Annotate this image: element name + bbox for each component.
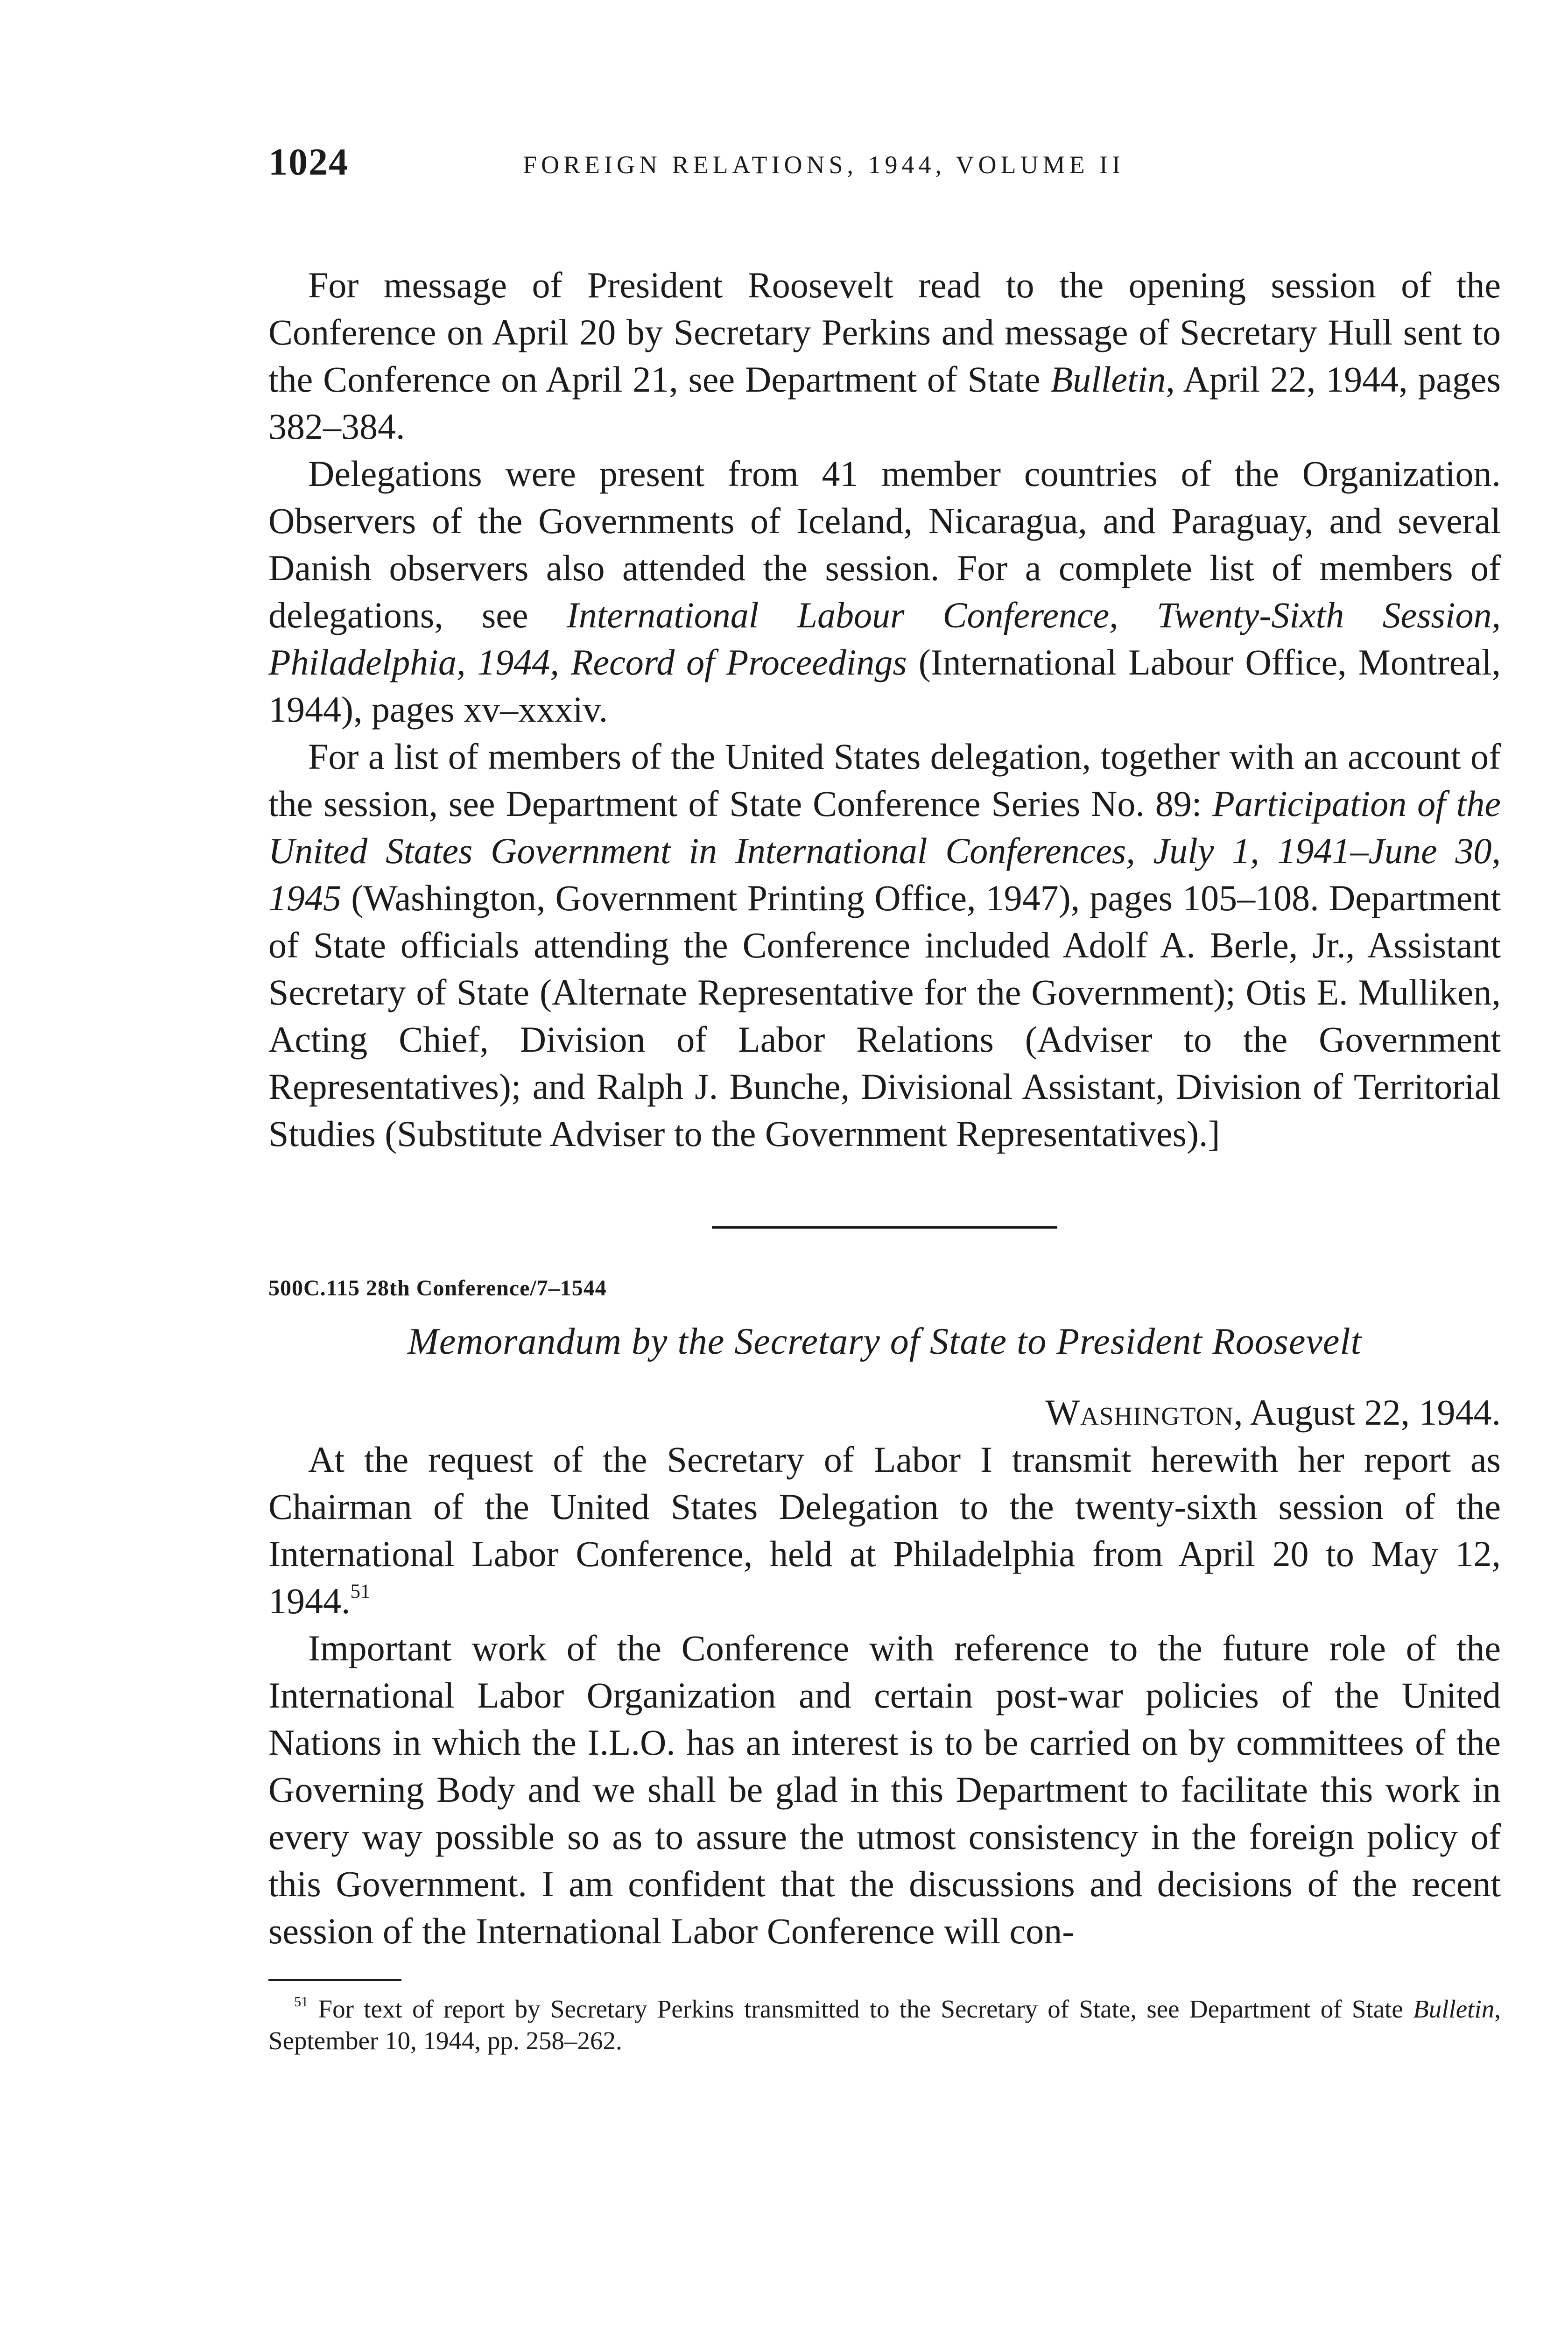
footnote-marker: 51 bbox=[294, 1994, 309, 2010]
page-header bbox=[268, 140, 1501, 196]
intro-paragraph-3 bbox=[268, 733, 1501, 1157]
text-run: For message of President Roosevelt read to the opening session of the Conference on April 20 by Secretary Perkins and message of Secretary Hull sent to the Conference on April 21, see Department of State bbox=[268, 265, 1501, 400]
footnote bbox=[268, 1993, 1501, 2057]
running-head: FOREIGN RELATIONS, 1944, VOLUME II bbox=[523, 151, 1125, 179]
dateline bbox=[268, 1389, 1501, 1436]
text-run: Delegations were present from 41 member countries of the Organization. Observers of the Governments of Iceland, Nicaragua, and Paraguay, and several Danish observers also attended the session. For a complete list of members of delegations, see bbox=[268, 453, 1501, 635]
text-run: , April 22, 1944, pages 382–384. bbox=[268, 359, 1501, 447]
memo-paragraph-1 bbox=[268, 1436, 1501, 1624]
text-run: For a list of members of the United States delegation, together with an account of the session, see Department of State Conference Series No. 89: bbox=[268, 736, 1501, 824]
dateline-date: , August 22, 1944. bbox=[1233, 1392, 1501, 1433]
text-run: (International Labour Office, Montreal, 1944), pages xv–xxxiv. bbox=[268, 642, 1501, 730]
footnote-reference: 51 bbox=[350, 1580, 371, 1603]
file-reference: 500C.115 28th Conference/7–1544 bbox=[268, 1276, 607, 1301]
italic-title: Bulletin bbox=[1413, 1995, 1495, 2023]
italic-title: International Labour Conference, Twenty-Sixth Session, Philadelphia, 1944, Record of Proceedings bbox=[268, 595, 1501, 682]
text-run: At the request of the Secretary of Labor I transmit herewith her report as Chairman of the United States Delegation to the twenty-sixth session of the International Labor Conference, held at Philadelphia from April 20 to May 12, 1944. bbox=[268, 1439, 1501, 1621]
dateline-place: Washington bbox=[1045, 1392, 1234, 1433]
italic-title: Participation of the United States Government in International Conferences, July 1, 1941–June 30, 1945 bbox=[268, 783, 1501, 918]
intro-paragraph-2 bbox=[268, 450, 1501, 733]
page-body bbox=[268, 261, 1501, 2082]
italic-title: Bulletin bbox=[1050, 359, 1166, 400]
document-title: Memorandum by the Secretary of State to President Roosevelt bbox=[408, 1321, 1362, 1362]
memo-paragraph-2: Important work of the Conference with reference to the future role of the International Labor Organization and certain post-war policies of the United Nations in which the I.L.O. has an interest is to be carried on by committees of the Governing Body and we shall be glad in this Department to facilitate this work in every way possible so as to assure the utmost consistency in the foreign policy of this Government. I am confident that the discussions and decisions of the recent session of the International Labor Conference will con- bbox=[268, 1628, 1501, 1951]
page-number: 1024 bbox=[268, 141, 349, 183]
section-divider bbox=[712, 1226, 1057, 1229]
text-run: For text of report by Secretary Perkins transmitted to the Secretary of State, see Department of State bbox=[308, 1995, 1413, 2023]
intro-paragraph-1 bbox=[268, 261, 1501, 450]
footnote-divider bbox=[268, 1979, 401, 1981]
text-run: (Washington, Government Printing Office, 1947), pages 105–108. Department of State officials attending the Conference included Adolf A. Berle, Jr., Assistant Secretary of State (Alternate Representative for the Government); Otis E. Mulliken, Acting Chief, Division of Labor Relations (Adviser to the Government Representatives); and Ralph J. Bunche, Divisional Assistant, Division of Territorial Studies (Substitute Adviser to the Government Representatives).] bbox=[268, 878, 1501, 1154]
text-run: , September 10, 1944, pp. 258–262. bbox=[268, 1995, 1501, 2055]
